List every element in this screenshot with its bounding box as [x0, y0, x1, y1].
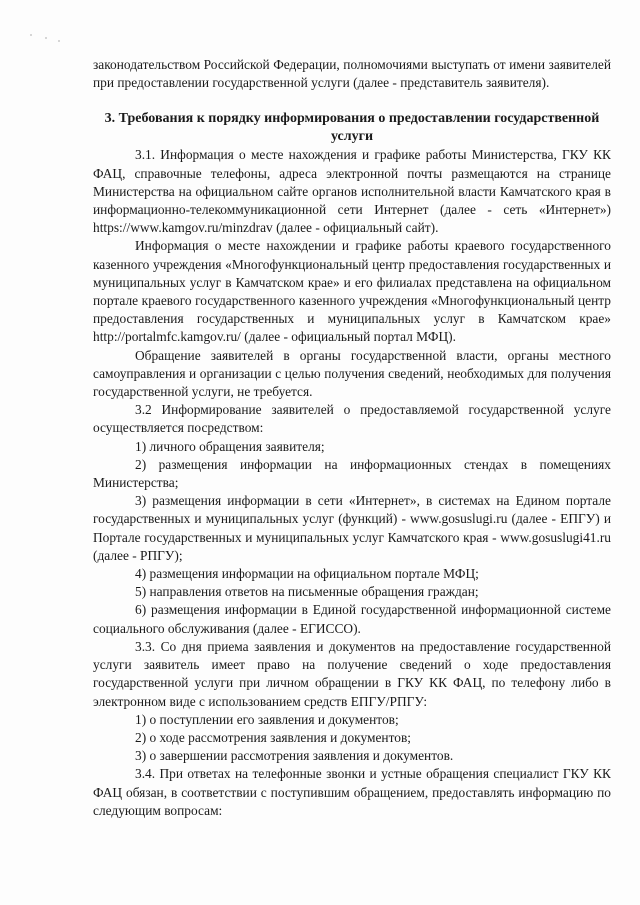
scan-speck — [30, 34, 32, 36]
paragraph-3-1: 3.1. Информация о месте нахождения и графике работы Министерства, ГКУ КК ФАЦ, справочные телефоны, адреса электронной почты размещаются на странице Министерства на официальном сайте органов исполнительной власти Камчатского края в информационно-телекоммуникационной сети Интернет (далее - сеть «Интернет») https://www.kamgov.ru/minzdrav (далее - официальный сайт). — [93, 147, 611, 236]
list-item: 5) направления ответов на письменные обращения граждан; — [135, 584, 479, 600]
list-item: 1) личного обращения заявителя; — [135, 438, 325, 454]
paragraph-appeal: Обращение заявителей в органы государственной власти, органы местного самоуправления и организации с целью получения сведений, необходимых для получения государственной услуги, не требуется. — [93, 347, 611, 400]
paragraph-mfc-info: Информация о месте нахождении и графике работы краевого государственного казенного учреждения «Многофункциональный центр предоставления государственных и муниципальных услуг в Камчатском крае» и его филиалах представлена на официальном портале краевого государственного казенного учреждения «Многофункциональный центр предоставления государственных и муниципальных услуг в Камчатском крае» http://portalmfc.kamgov.ru/ (далее - официальный портал МФЦ). — [93, 238, 611, 345]
list-item: 3) о завершении рассмотрения заявления и документов. — [135, 748, 454, 764]
list-item: 3) размещения информации в сети «Интернет», в системах на Едином портале государственных и муниципальных услуг (функций) - www.gosuslugi.ru (далее - ЕПГУ) и Портале государственных и муниципальных услуг Камчатского края - www.gosuslugi41.ru (далее - РПГУ); — [93, 493, 611, 563]
document-body — [93, 56, 611, 820]
list-item: 2) о ходе рассмотрения заявления и документов; — [135, 729, 412, 745]
paragraph-3-2: 3.2 Информирование заявителей о предоставляемой государственной услуге осуществляется посредством: — [93, 402, 611, 436]
paragraph-3-4: 3.4. При ответах на телефонные звонки и устные обращения специалист ГКУ КК ФАЦ обязан, в соответствии с поступившим обращением, предоставлять информацию по следующим вопросам: — [93, 766, 611, 818]
list-item: 1) о поступлении его заявления и документов; — [135, 711, 399, 727]
section-heading: 3. Требования к порядку информирования о предоставлении государственной услуги — [104, 111, 600, 145]
scan-speck — [45, 37, 47, 39]
list-item: 4) размещения информации на официальном портале МФЦ; — [135, 566, 479, 582]
scan-speck — [58, 40, 60, 42]
list-item: 2) размещения информации на информационных стендах в помещениях Министерства; — [93, 456, 611, 491]
list-item: 6) размещения информации в Единой государственной информационной системе социального обслуживания (далее - ЕГИССО). — [93, 602, 611, 636]
paragraph-3-3: 3.3. Со дня приема заявления и документов на предоставление государственной услуги заявитель имеет право на получение сведений о ходе предоставления государственной услуги при личном обращении в ГКУ КК ФАЦ, по телефону либо в электронном виде с использованием средств ЕПГУ/РПГУ: — [93, 638, 611, 709]
intro-paragraph: законодательством Российской Федерации, полномочиями выступать от имени заявителей при предоставлении государственной услуги (далее - представитель заявителя). — [93, 57, 611, 91]
